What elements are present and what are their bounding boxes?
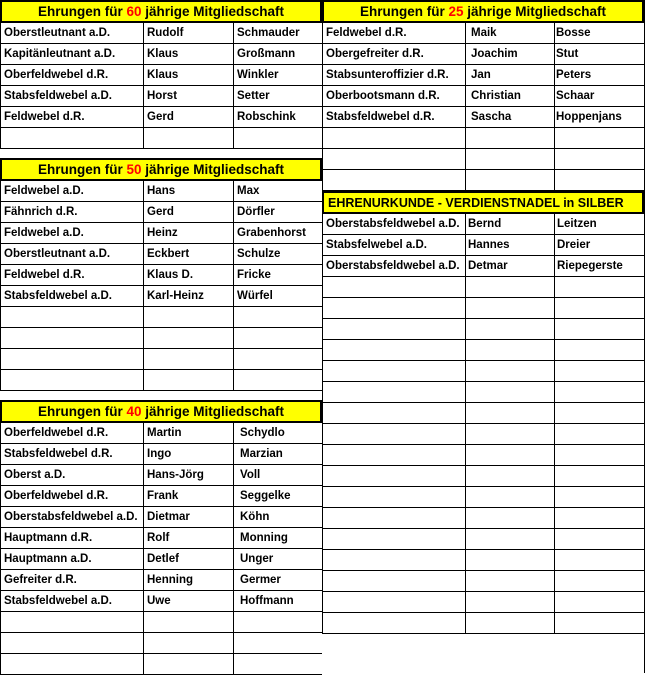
empty-row bbox=[322, 487, 644, 508]
header-number-60: 60 bbox=[126, 4, 142, 19]
rank-cell: Oberfeldwebel d.R. bbox=[4, 490, 109, 502]
last-name-cell: Würfel bbox=[237, 290, 273, 302]
rank-cell: Oberfeldwebel d.R. bbox=[4, 427, 109, 439]
last-name-cell: Grabenhorst bbox=[237, 227, 307, 239]
first-name-cell: Henning bbox=[147, 574, 193, 586]
rank-cell: Stabsunteroffizier d.R. bbox=[326, 69, 449, 81]
last-name-cell: Leitzen bbox=[557, 218, 597, 230]
table-row bbox=[0, 570, 322, 591]
first-name-cell: Detmar bbox=[468, 260, 508, 272]
rank-cell: Oberstabsfeldwebel a.D. bbox=[326, 218, 460, 230]
rank-cell: Feldwebel a.D. bbox=[4, 185, 84, 197]
empty-row bbox=[322, 298, 644, 319]
last-name-cell: Schmauder bbox=[237, 27, 300, 39]
last-name-cell: Bosse bbox=[556, 27, 591, 39]
header-suffix: jährige Mitgliedschaft bbox=[463, 4, 607, 19]
last-name-cell: Peters bbox=[556, 69, 592, 81]
table-row bbox=[0, 423, 322, 444]
table-row bbox=[0, 244, 322, 265]
rank-cell: Stabsfeldwebel d.R. bbox=[4, 448, 113, 460]
table-row bbox=[0, 202, 322, 223]
first-name-cell: Dietmar bbox=[147, 511, 190, 523]
header-prefix: Ehrungen für bbox=[359, 4, 449, 19]
empty-row bbox=[0, 128, 322, 149]
empty-row bbox=[322, 361, 644, 382]
first-name-cell: Detlef bbox=[147, 553, 179, 565]
first-name-cell: Frank bbox=[147, 490, 179, 502]
table-row bbox=[0, 223, 322, 244]
section-gap bbox=[0, 149, 322, 158]
rank-cell: Oberstabsfeldwebel a.D. bbox=[4, 511, 138, 523]
header-number-25: 25 bbox=[448, 4, 464, 19]
rank-cell: Oberstleutnant a.D. bbox=[4, 27, 111, 39]
table-row bbox=[0, 65, 322, 86]
last-name-cell: Voll bbox=[240, 469, 261, 481]
table-row bbox=[322, 65, 644, 86]
left-column bbox=[0, 0, 322, 675]
rank-cell: Feldwebel d.R. bbox=[4, 269, 85, 281]
first-name-cell: Klaus bbox=[147, 48, 179, 60]
first-name-cell: Horst bbox=[147, 90, 178, 102]
header-number-50: 50 bbox=[126, 162, 142, 177]
section-rows-50 bbox=[0, 181, 322, 307]
first-name-cell: Gerd bbox=[147, 111, 174, 123]
table-row bbox=[322, 23, 644, 44]
empty-row bbox=[322, 340, 644, 361]
rank-cell: Kapitänleutnant a.D. bbox=[4, 48, 116, 60]
empty-row bbox=[0, 612, 322, 633]
empty-row bbox=[0, 349, 322, 370]
last-name-cell: Hoffmann bbox=[240, 595, 294, 607]
section-empty-rows-40 bbox=[0, 612, 322, 675]
first-name-cell: Rolf bbox=[147, 532, 170, 544]
empty-row bbox=[322, 550, 644, 571]
empty-row bbox=[322, 529, 644, 550]
last-name-cell: Riepegerste bbox=[557, 260, 623, 272]
last-name-cell: Hoppenjans bbox=[556, 111, 622, 123]
empty-row bbox=[0, 307, 322, 328]
section-header-40 bbox=[0, 400, 322, 423]
table-row bbox=[0, 23, 322, 44]
rank-cell: Stabsfelwebel a.D. bbox=[326, 239, 427, 251]
empty-row bbox=[322, 592, 644, 613]
last-name-cell: Seggelke bbox=[240, 490, 291, 502]
empty-row bbox=[322, 508, 644, 529]
last-name-cell: Köhn bbox=[240, 511, 270, 523]
header-title-25 bbox=[324, 2, 642, 22]
header-prefix: Ehrungen für bbox=[37, 404, 127, 419]
empty-row bbox=[322, 466, 644, 487]
last-name-cell: Setter bbox=[237, 90, 270, 102]
header-suffix: jährige Mitgliedschaft bbox=[141, 404, 285, 419]
rank-cell: Feldwebel d.R. bbox=[4, 111, 85, 123]
empty-row bbox=[322, 445, 644, 466]
header-title-silber: EHRENURKUNDE - VERDIENSTNADEL in SILBER bbox=[328, 196, 624, 210]
first-name-cell: Martin bbox=[147, 427, 182, 439]
last-name-cell: Robschink bbox=[237, 111, 296, 123]
last-name-cell: Schulze bbox=[237, 248, 281, 260]
rank-cell: Feldwebel a.D. bbox=[4, 227, 84, 239]
first-name-cell: Klaus bbox=[147, 69, 179, 81]
table-row bbox=[0, 591, 322, 612]
first-name-cell: Joachim bbox=[471, 48, 518, 60]
section-empty-rows-silber bbox=[322, 277, 644, 634]
table-row bbox=[322, 235, 644, 256]
table-row bbox=[0, 549, 322, 570]
last-name-cell: Schydlo bbox=[240, 427, 285, 439]
rank-cell: Oberstabsfeldwebel a.D. bbox=[326, 260, 460, 272]
table-row bbox=[0, 265, 322, 286]
first-name-cell: Jan bbox=[471, 69, 491, 81]
empty-row bbox=[322, 277, 644, 298]
table-row bbox=[322, 256, 644, 277]
rank-cell: Stabsfeldwebel a.D. bbox=[4, 90, 113, 102]
first-name-cell: Christian bbox=[471, 90, 521, 102]
last-name-cell: Unger bbox=[240, 553, 274, 565]
section-rows-silber bbox=[322, 214, 644, 277]
rank-cell: Fähnrich d.R. bbox=[4, 206, 78, 218]
table-row bbox=[322, 214, 644, 235]
table-row bbox=[0, 286, 322, 307]
header-suffix: jährige Mitgliedschaft bbox=[141, 162, 285, 177]
rank-cell: Stabsfeldwebel a.D. bbox=[4, 290, 113, 302]
empty-row bbox=[322, 170, 644, 191]
empty-row bbox=[0, 654, 322, 675]
section-empty-rows-25 bbox=[322, 128, 644, 191]
header-title-40 bbox=[2, 402, 320, 422]
section-rows-40 bbox=[0, 423, 322, 612]
section-header-silber bbox=[322, 191, 644, 214]
empty-row bbox=[322, 613, 644, 634]
table-row bbox=[322, 86, 644, 107]
empty-row bbox=[0, 370, 322, 391]
first-name-cell: Bernd bbox=[468, 218, 502, 230]
right-column bbox=[322, 0, 644, 634]
section-header-60 bbox=[0, 0, 322, 23]
header-prefix: Ehrungen für bbox=[37, 162, 127, 177]
last-name-cell: Max bbox=[237, 185, 260, 197]
empty-row bbox=[0, 328, 322, 349]
last-name-cell: Winkler bbox=[237, 69, 279, 81]
rank-cell: Obergefreiter d.R. bbox=[326, 48, 424, 60]
table-row bbox=[0, 107, 322, 128]
empty-row bbox=[322, 571, 644, 592]
rank-cell: Gefreiter d.R. bbox=[4, 574, 77, 586]
first-name-cell: Uwe bbox=[147, 595, 171, 607]
first-name-cell: Hans bbox=[147, 185, 176, 197]
first-name-cell: Heinz bbox=[147, 227, 178, 239]
rank-cell: Oberst a.D. bbox=[4, 469, 66, 481]
first-name-cell: Sascha bbox=[471, 111, 512, 123]
empty-row bbox=[322, 382, 644, 403]
table-row bbox=[322, 44, 644, 65]
header-title-50 bbox=[2, 160, 320, 180]
first-name-cell: Gerd bbox=[147, 206, 174, 218]
table-row bbox=[0, 86, 322, 107]
table-row bbox=[0, 465, 322, 486]
header-suffix: jährige Mitgliedschaft bbox=[141, 4, 285, 19]
table-row bbox=[0, 486, 322, 507]
section-header-50 bbox=[0, 158, 322, 181]
last-name-cell: Schaar bbox=[556, 90, 595, 102]
section-rows-25 bbox=[322, 23, 644, 128]
rank-cell: Oberfeldwebel d.R. bbox=[4, 69, 109, 81]
last-name-cell: Fricke bbox=[237, 269, 271, 281]
last-name-cell: Monning bbox=[240, 532, 288, 544]
table-row bbox=[0, 444, 322, 465]
header-title-60 bbox=[2, 2, 320, 22]
table-row bbox=[0, 44, 322, 65]
first-name-cell: Karl-Heinz bbox=[147, 290, 204, 302]
section-rows-60 bbox=[0, 23, 322, 128]
rank-cell: Stabsfeldwebel a.D. bbox=[4, 595, 113, 607]
table-row bbox=[0, 528, 322, 549]
last-name-cell: Dörfler bbox=[237, 206, 275, 218]
section-empty-rows-50 bbox=[0, 307, 322, 391]
empty-row bbox=[322, 149, 644, 170]
last-name-cell: Germer bbox=[240, 574, 281, 586]
table-row bbox=[0, 507, 322, 528]
section-gap bbox=[0, 391, 322, 400]
rank-cell: Hauptmann a.D. bbox=[4, 553, 92, 565]
empty-row bbox=[322, 424, 644, 445]
last-name-cell: Stut bbox=[556, 48, 579, 60]
first-name-cell: Ingo bbox=[147, 448, 172, 460]
empty-row bbox=[322, 128, 644, 149]
empty-row bbox=[322, 403, 644, 424]
first-name-cell: Hans-Jörg bbox=[147, 469, 204, 481]
first-name-cell: Hannes bbox=[468, 239, 510, 251]
last-name-cell: Großmann bbox=[237, 48, 296, 60]
rank-cell: Stabsfeldwebel d.R. bbox=[326, 111, 435, 123]
first-name-cell: Eckbert bbox=[147, 248, 190, 260]
rank-cell: Hauptmann d.R. bbox=[4, 532, 93, 544]
first-name-cell: Klaus D. bbox=[147, 269, 194, 281]
table-row bbox=[0, 181, 322, 202]
last-name-cell: Dreier bbox=[557, 239, 591, 251]
empty-row bbox=[322, 319, 644, 340]
rank-cell: Feldwebel d.R. bbox=[326, 27, 407, 39]
table-row bbox=[322, 107, 644, 128]
rank-cell: Oberbootsmann d.R. bbox=[326, 90, 440, 102]
header-prefix: Ehrungen für bbox=[37, 4, 127, 19]
first-name-cell: Rudolf bbox=[147, 27, 184, 39]
last-name-cell: Marzian bbox=[240, 448, 283, 460]
first-name-cell: Maik bbox=[471, 27, 497, 39]
rank-cell: Oberstleutnant a.D. bbox=[4, 248, 111, 260]
empty-row bbox=[0, 633, 322, 654]
header-number-40: 40 bbox=[126, 404, 142, 419]
section-header-25 bbox=[322, 0, 644, 23]
